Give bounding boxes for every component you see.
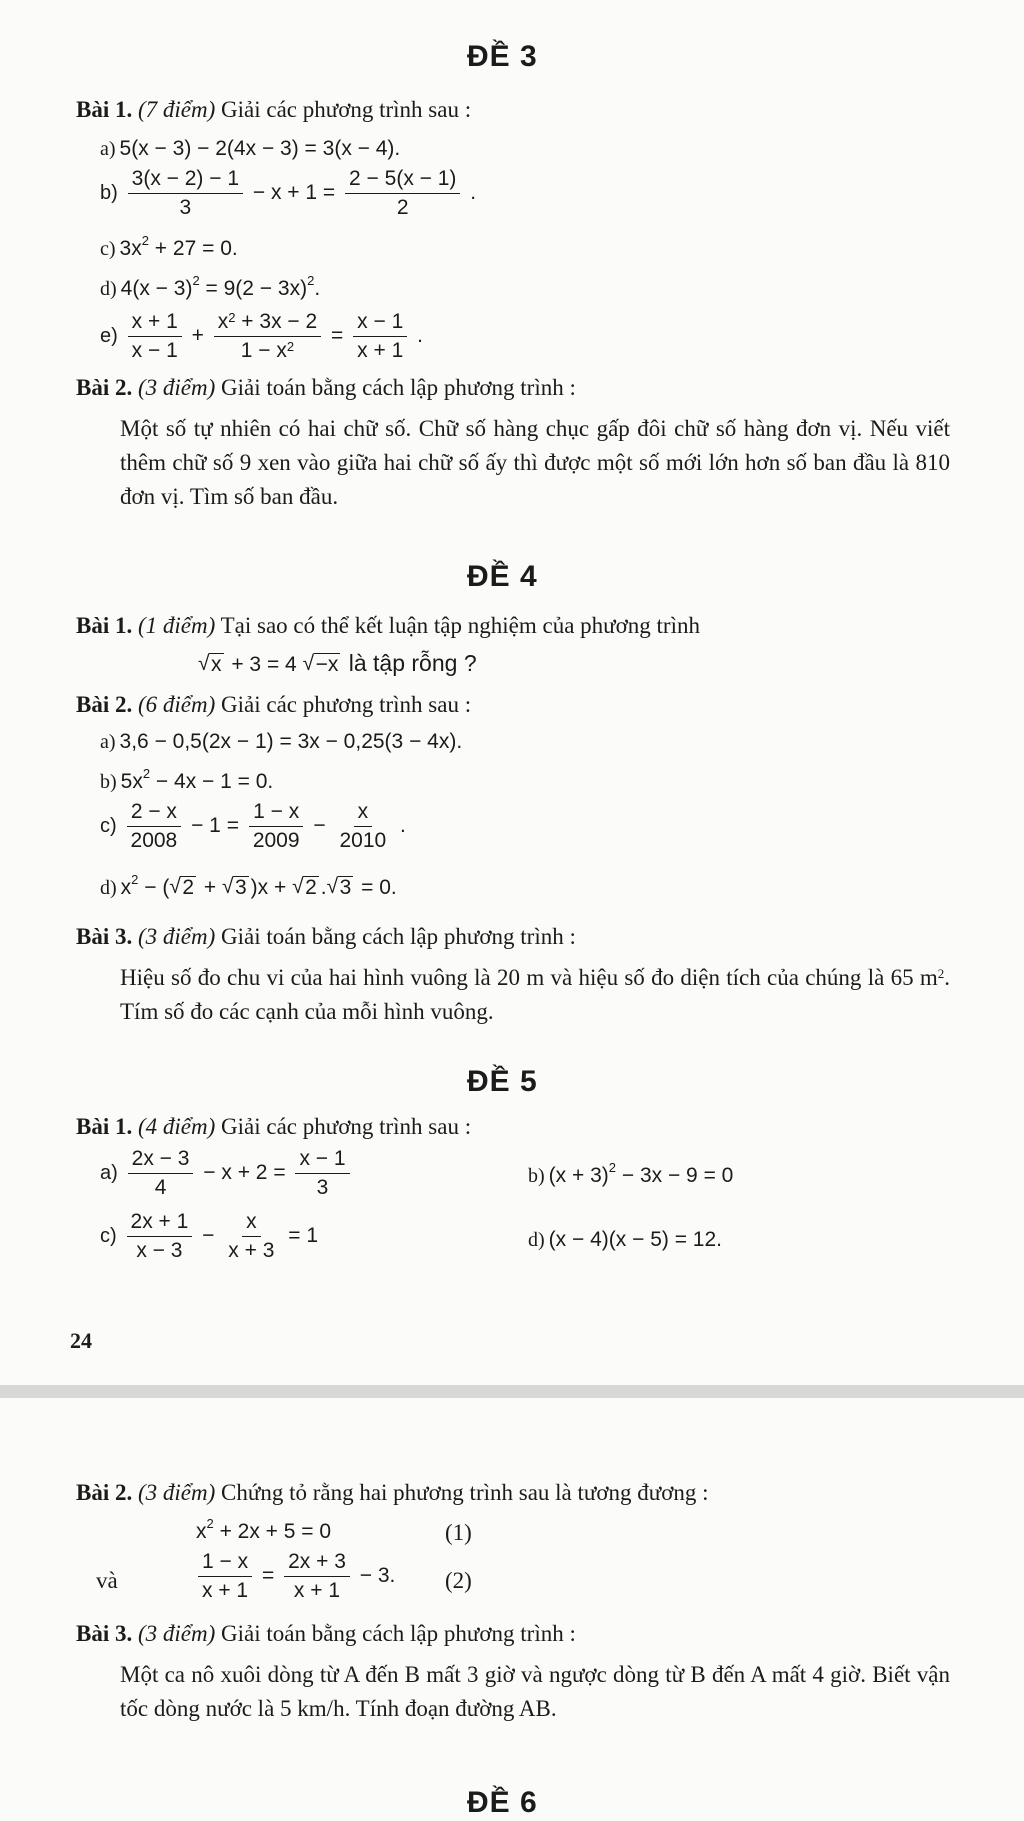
page-number: 24 <box>70 1328 92 1353</box>
sqrt: √ 3 <box>222 876 249 900</box>
eq1-tag: (1) <box>445 1520 472 1545</box>
item-label: a) <box>100 138 116 160</box>
bai-points: (3 điểm) <box>137 375 216 400</box>
sqrt: √ 2 <box>169 876 196 900</box>
de4-bai2-b <box>100 766 274 794</box>
bai-text: Tại sao có thể kết luận tập nghiệm của phương trình <box>215 613 700 638</box>
de3-bai1-e: e) $\frac{x + 1}{x - 1}$ + $\frac{x^2 + 3x - 2}{1 - x^2}$ = $\frac{x - 1}{x + 1}$ . <box>100 310 423 362</box>
bai-points: (3 điểm) <box>137 1480 216 1505</box>
de4-bai3-heading <box>76 924 576 950</box>
bai-number: Bài 2. <box>76 1480 133 1505</box>
sqrt: √ x <box>198 653 224 677</box>
bai-text: Giải các phương trình sau : <box>215 97 472 122</box>
fraction: $\frac{3(x - 2) - 1}{3}$ <box>128 167 243 220</box>
fraction: $\frac{1 - x}{2009}$ <box>249 800 304 853</box>
item-label: c) <box>100 1225 117 1248</box>
bai-text: Giải toán bằng cách lập phương trình : <box>215 1621 576 1646</box>
equation: $3x^2 + 27 = 0$. <box>119 233 238 260</box>
equation: (x − 4)(x − 5) = 12. <box>548 1228 722 1251</box>
de5-bai2-eq1: $x^2 + 2x + 5 = 0$ <box>196 1516 332 1543</box>
de4-bai3-paragraph: Hiệu số đo chu vi của hai hình vuông là 20 m và hiệu số đo diện tích của chúng là 65 $m^2$. Tím số đo các cạnh của mỗi hình vuông. <box>120 965 950 1024</box>
de4-bai1-heading <box>76 613 700 639</box>
bai-number: Bài 3. <box>76 1621 133 1646</box>
item-label: a) <box>100 1162 118 1185</box>
de5-bai3-heading <box>76 1621 576 1647</box>
sqrt: √ −x <box>303 653 341 677</box>
item-label: b) <box>100 182 118 205</box>
de4-title: ĐỀ 4 <box>467 560 538 593</box>
de3-bai1-a <box>100 137 400 161</box>
fraction: $\frac{x + 1}{x - 1}$ <box>128 310 182 363</box>
item-label: d) <box>100 278 117 300</box>
sqrt: √ 2 <box>292 876 319 900</box>
equation: $(x + 3)^2 - 3x - 9 = 0$ <box>548 1160 734 1187</box>
bai-points: (7 điểm) <box>137 97 216 122</box>
de6-title: ĐỀ 6 <box>467 1786 538 1819</box>
fraction: $\frac{2x - 3}{4}$ <box>128 1147 194 1200</box>
bai-points: (4 điểm) <box>137 1114 216 1139</box>
de5-bai1-a: a) $\frac{2x - 3}{4}$ − x + 2 = $\frac{x - 1}{3}$ <box>100 1147 354 1200</box>
fraction: $\frac{2x + 1}{x - 3}$ <box>127 1210 193 1263</box>
de5-bai1-c: c) $\frac{2x + 1}{x - 3}$ − $\frac{x}{x + 3}$ = 1 <box>100 1210 319 1262</box>
de3-bai2-heading <box>76 375 576 401</box>
fraction: $\frac{2 - 5(x - 1)}{2}$ <box>345 167 460 220</box>
sqrt: √ 3 <box>327 876 354 900</box>
bai-number: Bài 3. <box>76 924 133 949</box>
de3-title: ĐỀ 3 <box>467 40 538 73</box>
bai-points: (1 điểm) <box>137 613 216 638</box>
bai-text: Chứng tỏ rằng hai phương trình sau là tương đương : <box>215 1480 709 1505</box>
bai-points: (3 điểm) <box>137 1621 216 1646</box>
item-label: d) <box>528 1229 545 1251</box>
fraction: $\frac{x^2 + 3x - 2}{1 - x^2}$ <box>214 310 321 363</box>
bai-number: Bài 1. <box>76 97 133 122</box>
eq2-tag: (2) <box>445 1568 472 1593</box>
de4-bai2-heading <box>76 692 471 718</box>
bai-text: Giải toán bằng cách lập phương trình : <box>215 375 576 400</box>
page-2 <box>0 1398 1024 1821</box>
de5-bai3-paragraph: Một ca nô xuôi dòng từ A đến B mất 3 giờ và ngược dòng từ B đến A mất 4 giờ. Biết vận tốc dòng nước là 5 km/h. Tính đoạn đường AB. <box>120 1662 950 1721</box>
bai-number: Bài 1. <box>76 613 133 638</box>
bai-text: Giải các phương trình sau : <box>215 1114 472 1139</box>
equation-part: − x + 1 = <box>252 181 336 205</box>
equation: $4(x - 3)^2 = 9(2 - 3x)^2$. <box>120 273 321 300</box>
de3-bai1-d <box>100 273 321 301</box>
de3-bai1-heading <box>76 97 471 123</box>
bai-text: Giải các phương trình sau : <box>215 692 472 717</box>
item-label: c) <box>100 238 116 260</box>
bai-text: Giải toán bằng cách lập phương trình : <box>215 924 576 949</box>
de4-bai2-d <box>100 872 397 900</box>
fraction: $\frac{x}{2010}$ <box>339 800 387 852</box>
item-label: d) <box>100 877 117 899</box>
equation: $5x^2 - 4x - 1 = 0$. <box>120 766 274 793</box>
de5-bai1-d <box>528 1228 722 1252</box>
de4-bai2-a <box>100 730 462 754</box>
fraction: $\frac{1 - x}{x + 1}$ <box>198 1550 252 1603</box>
fraction: $\frac{2 - x}{2008}$ <box>127 800 182 853</box>
bai-points: (6 điểm) <box>137 692 216 717</box>
de3-bai2-paragraph: Một số tự nhiên có hai chữ số. Chữ số hàng chục gấp đôi chữ số hàng đơn vị. Nếu viết thêm chữ số 9 xen vào giữa hai chữ số ấy thì được một số mới lớn hơn số ban đầu là 810 đơn vị. Tìm số ban đầu. <box>120 416 950 509</box>
bai-number: Bài 1. <box>76 1114 133 1139</box>
item-label: e) <box>100 325 118 348</box>
va-label: và <box>96 1568 118 1593</box>
de5-title: ĐỀ 5 <box>467 1065 538 1098</box>
bai-number: Bài 2. <box>76 692 133 717</box>
fraction: $\frac{x - 1}{x + 1}$ <box>353 310 407 363</box>
de5-bai2-eq2: $\frac{1 - x}{x + 1}$ = $\frac{2x + 3}{x + 1}$ − 3. <box>194 1550 395 1603</box>
fraction: $\frac{x - 1}{3}$ <box>295 1147 349 1200</box>
item-label: c) <box>100 815 117 838</box>
de5-bai1-heading <box>76 1114 471 1140</box>
item-label: b) <box>528 1165 545 1187</box>
de4-bai1-equation: √ x + 3 = 4 √ −x là tập rỗng ? <box>198 650 477 677</box>
de5-bai1-b <box>528 1160 734 1188</box>
equation: 3,6 − 0,5(2x − 1) = 3x − 0,25(3 − 4x). <box>119 730 463 753</box>
bai-points: (3 điểm) <box>137 924 216 949</box>
equation: $x^2$ − (√ 2 + √ 3 )x + √ 2 .√ 3 = 0. <box>121 876 397 899</box>
fraction: $\frac{x}{x + 3}$ <box>228 1210 275 1262</box>
fraction: $\frac{2x + 3}{x + 1}$ <box>284 1550 350 1603</box>
de3-bai1-b: b) $\frac{3(x - 2) - 1}{3}$ − x + 1 = $\frac{2 - 5(x - 1)}{2}$ . <box>100 167 477 219</box>
de4-bai2-c: c) $\frac{2 - x}{2008}$ − 1 = $\frac{1 - x}{2009}$ − $\frac{x}{2010}$ . <box>100 800 406 852</box>
item-label: a) <box>100 731 116 753</box>
item-label: b) <box>100 771 117 793</box>
de3-bai1-c <box>100 233 238 261</box>
equation: 5(x − 3) − 2(4x − 3) = 3(x − 4). <box>119 137 401 160</box>
bai-number: Bài 2. <box>76 375 133 400</box>
de5-bai2-heading <box>76 1480 709 1506</box>
